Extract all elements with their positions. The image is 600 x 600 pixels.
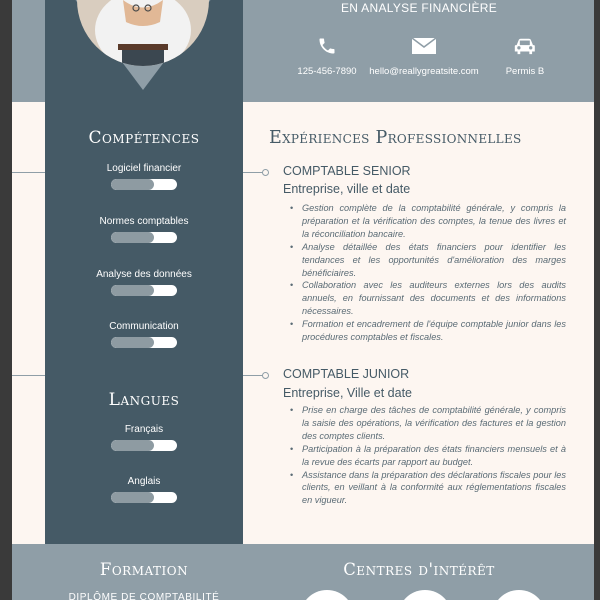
- job-title: COMPTABLE JUNIOR: [283, 367, 410, 381]
- language-item: [45, 476, 243, 487]
- skill-bar-fill: [111, 179, 154, 190]
- page-margin-right: [594, 0, 600, 600]
- contact-email[interactable]: [369, 36, 479, 77]
- language-bar-fill: [111, 492, 154, 503]
- car-icon: [470, 36, 580, 58]
- education-title: Formation: [99, 560, 189, 579]
- skill-item: [45, 321, 243, 332]
- skill-bar-fill: [111, 232, 154, 243]
- job-bullet: • Assistance dans la préparation des déclarations fiscales pour les clients, en veillant à la conformité aux réglementations fiscales en vigueur.: [288, 469, 566, 508]
- skill-bar: [111, 337, 177, 348]
- skill-bar-fill: [111, 337, 154, 348]
- license-text: Permis B: [505, 66, 545, 77]
- skill-bar-fill: [111, 285, 154, 296]
- language-item: [45, 424, 243, 435]
- education-line: DIPLÔME DE COMPTABILITÉ: [68, 592, 220, 600]
- timeline-dot: [262, 372, 269, 379]
- mail-icon: [369, 36, 479, 58]
- skill-label: Analyse des données: [96, 269, 192, 280]
- contact-phone[interactable]: [272, 36, 382, 77]
- profile-photo: [68, 0, 218, 90]
- phone-icon: [272, 36, 382, 58]
- job-bullet: • Participation à la préparation des états financiers mensuels et à la revue des écarts par rapport au budget.: [288, 443, 566, 469]
- job-bullets: [288, 404, 566, 507]
- interests-title: Centres d'intérêt: [343, 560, 495, 579]
- language-bar: [111, 440, 177, 451]
- contact-license: [470, 36, 580, 77]
- page-margin-left: [0, 0, 12, 600]
- job-bullet: • Gestion complète de la comptabilité générale, y compris la préparation et la vérification des comptes, la tenue des livres et la réconciliation bancaire.: [288, 202, 566, 241]
- language-label: Anglais: [127, 476, 161, 487]
- skill-label: Communication: [109, 321, 179, 332]
- skill-item: [45, 269, 243, 280]
- email-text: hello@reallygreatsite.com: [369, 66, 479, 77]
- job-company: Entreprise, ville et date: [283, 182, 411, 196]
- phone-text: 125-456-7890: [297, 66, 357, 77]
- job-bullet: • Prise en charge des tâches de comptabilité générale, y compris la saisie des opérations, la vérification des factures et la gestion des comptes clients.: [288, 404, 566, 443]
- timeline-line: [12, 172, 45, 173]
- language-bar: [111, 492, 177, 503]
- language-label: Français: [124, 424, 164, 435]
- profile-photo-frame: [68, 0, 218, 90]
- job-bullet: • Collaboration avec les auditeurs externes lors des audits annuels, en fournissant des documents et des informations nécessaires.: [288, 279, 566, 318]
- job-subtitle: EN ANALYSE FINANCIÈRE: [340, 1, 498, 15]
- languages-title: Langues: [108, 390, 180, 410]
- skill-bar: [111, 285, 177, 296]
- skill-label: Normes comptables: [99, 216, 189, 227]
- language-bar-fill: [111, 440, 154, 451]
- job-bullets: [288, 202, 566, 344]
- job-company: Entreprise, Ville et date: [283, 386, 413, 400]
- job-bullet: • Formation et encadrement de l'équipe comptable junior dans les procédures comptables et fiscales.: [288, 318, 566, 344]
- skills-title: Compétences: [88, 128, 200, 148]
- skill-label: Logiciel financier: [106, 163, 182, 174]
- skill-bar: [111, 232, 177, 243]
- timeline-dot: [262, 169, 269, 176]
- resume-page: [12, 0, 594, 600]
- timeline-line: [12, 375, 45, 376]
- experience-title: Expériences Professionnelles: [269, 128, 522, 148]
- skill-item: [45, 163, 243, 174]
- skill-bar: [111, 179, 177, 190]
- skill-item: [45, 216, 243, 227]
- job-title: COMPTABLE SENIOR: [283, 164, 411, 178]
- job-bullet: • Analyse détaillée des états financiers pour identifier les tendances et les opportunités d'amélioration des marges bénéficiaires.: [288, 241, 566, 280]
